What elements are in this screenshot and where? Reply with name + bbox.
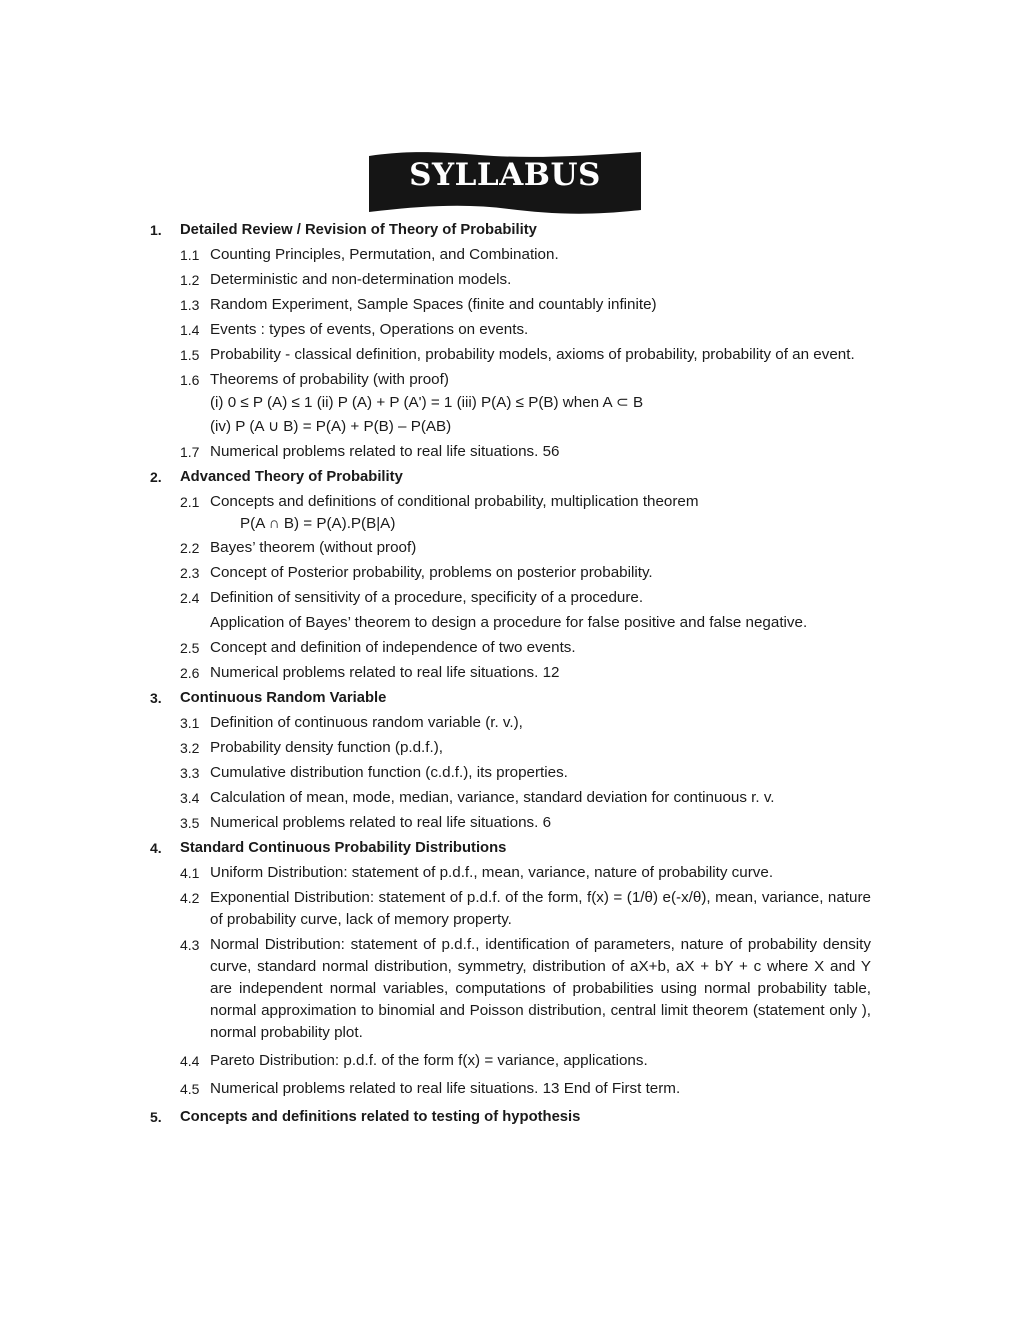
item-text: Theorems of probability (with proof) [210, 371, 449, 388]
item-number: 2.5 [180, 640, 200, 656]
section-number: 4. [150, 840, 162, 856]
list-item [180, 1078, 871, 1100]
item-text: Numerical problems related to real life situations. 56 [210, 443, 560, 460]
item-text: Exponential Distribution: statement of p.d.f. of the form, f(x) = (1/θ) e(-x/θ), mean, variance, nature of probability curve, lack of memory property. [210, 889, 871, 928]
list-item [180, 712, 871, 734]
item-text: Probability density function (p.d.f.), [210, 739, 443, 756]
page-title: SYLLABUS [409, 157, 601, 193]
section-1 [150, 219, 871, 463]
list-item [180, 369, 871, 438]
item-text: Definition of sensitivity of a procedure, specificity of a procedure. [210, 589, 644, 606]
item-text: Concepts and definitions of conditional probability, multiplication theorem [210, 493, 699, 510]
item-number: 3.5 [180, 815, 200, 831]
item-text: Numerical problems related to real life situations. 12 [210, 664, 560, 681]
item-number: 1.7 [180, 444, 200, 460]
item-text: Definition of continuous random variable (r. v.), [210, 714, 523, 731]
list-item [180, 762, 871, 784]
item-number: 3.2 [180, 740, 200, 756]
section-title: Standard Continuous Probability Distributions [180, 840, 507, 856]
section-heading [150, 837, 871, 859]
item-number: 3.1 [180, 715, 200, 731]
list-item [180, 319, 871, 341]
list-item [180, 537, 871, 559]
section-5 [150, 1106, 871, 1128]
item-text: Deterministic and non-determination models. [210, 271, 512, 288]
section-heading [150, 1106, 871, 1128]
item-text: Pareto Distribution: p.d.f. of the form f(x) = variance, applications. [210, 1052, 648, 1069]
list-item [180, 662, 871, 684]
section-heading [150, 687, 871, 709]
section-number: 1. [150, 222, 162, 238]
item-number: 4.5 [180, 1081, 200, 1097]
section-title: Concepts and definitions related to testing of hypothesis [180, 1109, 581, 1125]
list-item [180, 587, 871, 634]
section-title: Advanced Theory of Probability [180, 469, 403, 485]
section-number: 5. [150, 1109, 162, 1125]
item-text: Calculation of mean, mode, median, variance, standard deviation for continuous r. v. [210, 789, 775, 806]
list-item [180, 637, 871, 659]
list-item [180, 934, 871, 1044]
list-item [180, 294, 871, 316]
list-item [180, 344, 871, 366]
section-heading [150, 219, 871, 241]
item-text: Random Experiment, Sample Spaces (finite and countably infinite) [210, 296, 657, 313]
item-number: 2.6 [180, 665, 200, 681]
item-number: 1.5 [180, 347, 200, 363]
item-text: Normal Distribution: statement of p.d.f., identification of parameters, nature of probability density curve, standard normal distribution, symmetry, distribution of aX+b, aX + bY + c where X and Y are independent normal variables, computations of probabilities using normal probability table, normal approximation to binomial and Poisson distribution, central limit theorem (statement only ), normal probability plot. [210, 936, 871, 1041]
item-number: 4.3 [180, 937, 200, 953]
item-text-extra: Application of Bayes’ theorem to design a procedure for false positive and false negative. [210, 614, 808, 631]
section-heading [150, 466, 871, 488]
item-number: 1.6 [180, 372, 200, 388]
item-text: Events : types of events, Operations on events. [210, 321, 529, 338]
syllabus-content [150, 219, 871, 1131]
item-number: 2.1 [180, 494, 200, 510]
item-text: Uniform Distribution: statement of p.d.f., mean, variance, nature of probability curve. [210, 864, 774, 881]
list-item [180, 491, 871, 534]
syllabus-banner [369, 150, 641, 218]
item-text: Probability - classical definition, probability models, axioms of probability, probability of an event. [210, 346, 855, 363]
item-text: Counting Principles, Permutation, and Combination. [210, 246, 559, 263]
item-number: 1.2 [180, 272, 200, 288]
item-text: Numerical problems related to real life situations. 6 [210, 814, 552, 831]
list-item [180, 737, 871, 759]
list-item [180, 441, 871, 463]
section-number: 2. [150, 469, 162, 485]
item-text: Cumulative distribution function (c.d.f.), its properties. [210, 764, 568, 781]
item-number: 2.4 [180, 590, 200, 606]
item-number: 2.2 [180, 540, 200, 556]
item-number: 4.4 [180, 1053, 200, 1069]
theorem-line: (i) 0 ≤ P (A) ≤ 1 (ii) P (A) + P (A') = 1 (iii) P(A) ≤ P(B) when A ⊂ B [210, 394, 644, 411]
item-number: 4.1 [180, 865, 200, 881]
item-text: Bayes’ theorem (without proof) [210, 539, 417, 556]
list-item [180, 269, 871, 291]
item-number: 4.2 [180, 890, 200, 906]
item-number: 1.1 [180, 247, 200, 263]
list-item [180, 812, 871, 834]
section-title: Detailed Review / Revision of Theory of Probability [180, 222, 537, 238]
list-item [180, 244, 871, 266]
item-number: 3.4 [180, 790, 200, 806]
section-2 [150, 466, 871, 684]
item-text: Concept and definition of independence of two events. [210, 639, 576, 656]
item-number: 1.3 [180, 297, 200, 313]
section-title: Continuous Random Variable [180, 690, 387, 706]
formula-line: P(A ∩ B) = P(A).P(B|A) [240, 515, 396, 532]
list-item [180, 562, 871, 584]
section-number: 3. [150, 690, 162, 706]
item-text: Concept of Posterior probability, problems on posterior probability. [210, 564, 653, 581]
list-item [180, 787, 871, 809]
section-4 [150, 837, 871, 1100]
section-3 [150, 687, 871, 834]
item-number: 3.3 [180, 765, 200, 781]
list-item [180, 862, 871, 884]
list-item [180, 887, 871, 931]
item-number: 1.4 [180, 322, 200, 338]
item-number: 2.3 [180, 565, 200, 581]
theorem-line: (iv) P (A ∪ B) = P(A) + P(B) – P(AB) [210, 418, 452, 435]
item-text: Numerical problems related to real life situations. 13 End of First term. [210, 1080, 681, 1097]
list-item [180, 1050, 871, 1072]
